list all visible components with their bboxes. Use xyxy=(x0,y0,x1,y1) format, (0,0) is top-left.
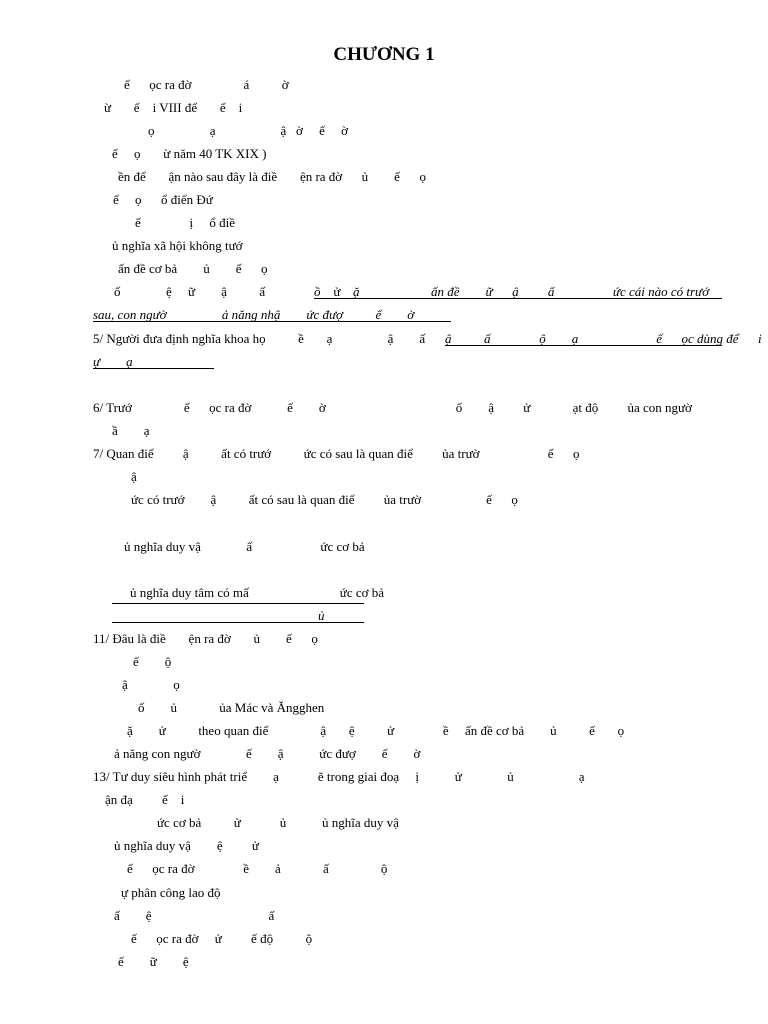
text-line: 11/ Đâu là điề ện ra đờ ủ ế ọ xyxy=(93,631,318,646)
text-line: ấ ệ ấ xyxy=(114,908,275,923)
text-line: ế ọc ra đờ á ờ xyxy=(124,77,289,92)
answer-text: sau, con ngườ ả năng nhậ ức đượ ế ờ xyxy=(93,307,415,322)
text-line: ế ị ổ điề xyxy=(135,215,236,230)
chapter-title: CHƯƠNG 1 xyxy=(333,44,435,65)
answer-underline xyxy=(112,603,364,604)
answer-text: ậ ấ ộ ạ ế ọc dùng để i xyxy=(445,331,762,346)
text-line: ủ nghĩa xã hội không tướ xyxy=(112,238,243,253)
text-line: ế ộ xyxy=(133,654,172,669)
text-line: ừ ế i VIII để ế i xyxy=(104,100,243,115)
text-line: ế ữ ệ xyxy=(118,954,189,969)
text-line: ậ xyxy=(131,469,137,484)
answer-text: ồ ặ ấn đề ữ ậ ấ ức cái nào có trướ xyxy=(314,284,710,299)
answer-text: ủ xyxy=(318,608,325,623)
text-line: ầ ạ xyxy=(112,423,150,438)
text-line: ức có trướ ậ ất có sau là quan điể ủa trườ ế ọ xyxy=(131,492,518,507)
answer-underline xyxy=(445,345,722,346)
answer-underline xyxy=(93,321,451,322)
text-line: 13/ Tư duy siêu hình phát triể ạ ẽ trong giai đoạ ị ử ủ ạ xyxy=(93,769,585,784)
text-line: ế ọc ra đờ ử ế độ ộ xyxy=(131,931,313,946)
text-line: 7/ Quan điể ậ ất có trướ ức có sau là quan điể ủa trườ ế ọ xyxy=(93,446,580,461)
answer-underline xyxy=(314,298,722,299)
text-line: ế ọ ổ điển Đứ xyxy=(113,192,213,207)
text-line: ền để ận nào sau đây là điề ện ra đờ ủ ế ọ xyxy=(118,169,426,184)
text-line: ố ệ ữ ậ ấ ử xyxy=(114,284,341,299)
text-line: ặ ử theo quan điể ậ ệ ử ề ấn đề cơ bả ủ ế ọ xyxy=(127,723,625,738)
text-line: ủ nghĩa duy tâm có mấ ức cơ bả xyxy=(130,585,385,600)
answer-underline xyxy=(112,622,364,623)
text-line: ế ọ ừ năm 40 TK XIX ) xyxy=(112,146,267,161)
text-line: ận đạ ế i xyxy=(105,792,185,807)
text-line: ức cơ bả ử ủ ủ nghĩa duy vậ xyxy=(157,815,399,830)
text-line: 6/ Trướ ế ọc ra đờ ế ờ ố ậ ử ạt độ ủa con ngườ xyxy=(93,400,692,415)
text-line: ố ủ ủa Mác và Ăngghen xyxy=(138,700,325,715)
text-line: ọ ạ ậ ờ ế ờ xyxy=(148,123,349,138)
answer-underline xyxy=(93,368,214,369)
answer-text: ự ạ xyxy=(93,354,133,369)
text-line: ự phân công lao độ xyxy=(121,885,221,900)
text-line: ả năng con ngườ ế ậ ức đượ ế ờ xyxy=(114,746,421,761)
text-line: 5/ Người đưa định nghĩa khoa họ ề ạ ậ ấ xyxy=(93,331,426,346)
text-line: ủ nghĩa duy vậ ệ ử xyxy=(114,838,259,853)
text-line: ủ nghĩa duy vậ ấ ức cơ bả xyxy=(124,539,365,554)
text-line: ế ọc ra đờ ề ả ấ ộ xyxy=(127,861,388,876)
text-line: ậ ọ xyxy=(122,677,180,692)
text-line: ấn đề cơ bả ủ ế ọ xyxy=(118,261,268,276)
